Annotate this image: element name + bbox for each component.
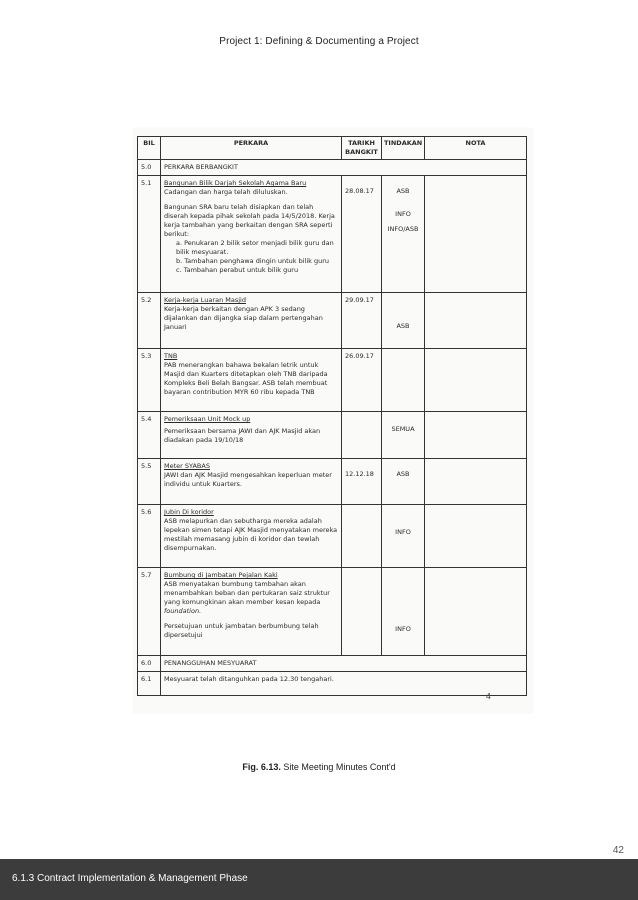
table-row (138, 175, 527, 292)
table-row (138, 458, 527, 504)
item-text: Cadangan dan harga telah diluluskan. (164, 187, 288, 196)
item-description (161, 567, 342, 655)
item-note (425, 567, 527, 655)
item-note (425, 348, 527, 411)
page-number: 42 (612, 845, 624, 856)
item-number: 5.7 (138, 567, 161, 655)
table-row (138, 671, 527, 695)
item-subpoint: c. Tambahan perabut untuk bilik guru (176, 265, 299, 274)
table-row (138, 159, 527, 175)
item-title: Kerja-kerja Luaran Masjid (164, 295, 246, 304)
item-title: Jubin Di koridor (164, 507, 214, 516)
item-note (425, 411, 527, 458)
table-row (138, 292, 527, 348)
section-heading: PENANGGUHAN MESYUARAT (161, 655, 527, 671)
table-header-row (138, 137, 527, 160)
item-date: 29.09.17 (342, 292, 382, 348)
col-header-tarikh: TARIKH BANGKIT (342, 137, 382, 160)
item-action: ASB INFO INFO/ASB (382, 175, 425, 292)
item-date: 12.12.18 (342, 458, 382, 504)
item-text: JAWI dan AJK Masjid mengesahkan keperluan meter individu untuk Kuarters. (164, 470, 332, 488)
col-header-bil: BIL (138, 137, 161, 160)
item-action (382, 348, 425, 411)
item-note (425, 458, 527, 504)
item-date (342, 411, 382, 458)
footer-section-title: 6.1.3 Contract Implementation & Management Phase (12, 873, 248, 884)
scanned-minutes-document (133, 128, 533, 713)
item-action: ASB (382, 292, 425, 348)
table-row (138, 655, 527, 671)
item-title: Bangunan Bilik Darjah Sekolah Agama Baru (164, 178, 307, 187)
col-header-tindakan: TINDAKAN (382, 137, 425, 160)
item-text: Pemeriksaan bersama JAWI dan AJK Masjid akan diadakan pada 19/10/18 (164, 426, 321, 444)
item-number: 6.0 (138, 655, 161, 671)
item-number: 5.6 (138, 504, 161, 567)
table-row (138, 348, 527, 411)
col-header-nota: NOTA (425, 137, 527, 160)
item-number: 5.0 (138, 159, 161, 175)
item-date: 28.08.17 (342, 175, 382, 292)
item-action: SEMUA (382, 411, 425, 458)
item-text: Persetujuan untuk jambatan berbumbung telah dipersetujui (164, 621, 319, 639)
item-text: foundation. (164, 606, 202, 615)
table-row (138, 411, 527, 458)
item-action: INFO (382, 504, 425, 567)
item-title: Pemeriksaan Unit Mock up (164, 414, 251, 423)
section-heading: PERKARA BERBANGKIT (161, 159, 527, 175)
item-title: Bumbung di Jambatan Pejalan Kaki (164, 570, 278, 579)
item-description (161, 292, 342, 348)
item-action: INFO (382, 567, 425, 655)
item-number: 5.5 (138, 458, 161, 504)
item-text: Kerja-kerja berkaitan dengan APK 3 sedang dijalankan dan dijangka siap dalam pertengahan Januari (164, 304, 323, 331)
item-subpoint: b. Tambahan penghawa dingin untuk bilik guru (176, 256, 330, 265)
item-date (342, 504, 382, 567)
figure-label: Fig. 6.13. (242, 762, 281, 772)
item-title: Meter SYABAS (164, 461, 210, 470)
scan-page-number: 4 (485, 692, 491, 701)
item-number: 5.4 (138, 411, 161, 458)
item-number: 5.1 (138, 175, 161, 292)
item-number: 5.3 (138, 348, 161, 411)
item-title: TNB (164, 351, 178, 360)
item-description (161, 504, 342, 567)
item-subpoint: a. Penukaran 2 bilik setor menjadi bilik guru dan bilik mesyuarat. (176, 238, 334, 256)
item-note (425, 175, 527, 292)
item-description (161, 458, 342, 504)
item-text: PAB menerangkan bahawa bekalan letrik untuk Masjid dan Kuarters ditetapkan oleh TNB daripada Kompleks Beli Belah Bangsar. ASB telah membuat bayaran contribution MYR 60 ribu kepada TNB (164, 360, 328, 396)
page-header-title: Project 1: Defining & Documenting a Project (219, 36, 419, 47)
table-row (138, 567, 527, 655)
minutes-table (137, 136, 527, 696)
item-text: Bangunan SRA baru telah disiapkan dan telah diserah kepada pihak sekolah pada 14/5/2018. Kerja kerja tambahan yang berkaitan dengan SRA seperti berikut: (164, 202, 335, 238)
figure-caption (0, 762, 638, 772)
item-date: 26.09.17 (342, 348, 382, 411)
footer-bar (0, 859, 638, 900)
item-date (342, 567, 382, 655)
item-description (161, 348, 342, 411)
item-number: 5.2 (138, 292, 161, 348)
item-description: Mesyuarat telah ditanguhkan pada 12.30 tengahari. (161, 671, 527, 695)
item-text: ASB melapurkan dan sebutharga mereka adalah lepekan simen tetapi AJK Masjid menyatakan mereka mestilah memasang jubin di koridor dan tewlah disempurnakan. (164, 516, 338, 552)
item-number: 6.1 (138, 671, 161, 695)
item-description (161, 175, 342, 292)
item-text: ASB menyatakan bumbung tambahan akan menambahkan beban dan pertukaran saiz struktur yang komungkinan akan member kesan kepada (164, 579, 330, 606)
item-description (161, 411, 342, 458)
table-row (138, 504, 527, 567)
item-note (425, 504, 527, 567)
item-note (425, 292, 527, 348)
figure-caption-text: Site Meeting Minutes Cont'd (283, 762, 396, 772)
col-header-perkara: PERKARA (161, 137, 342, 160)
item-action: ASB (382, 458, 425, 504)
